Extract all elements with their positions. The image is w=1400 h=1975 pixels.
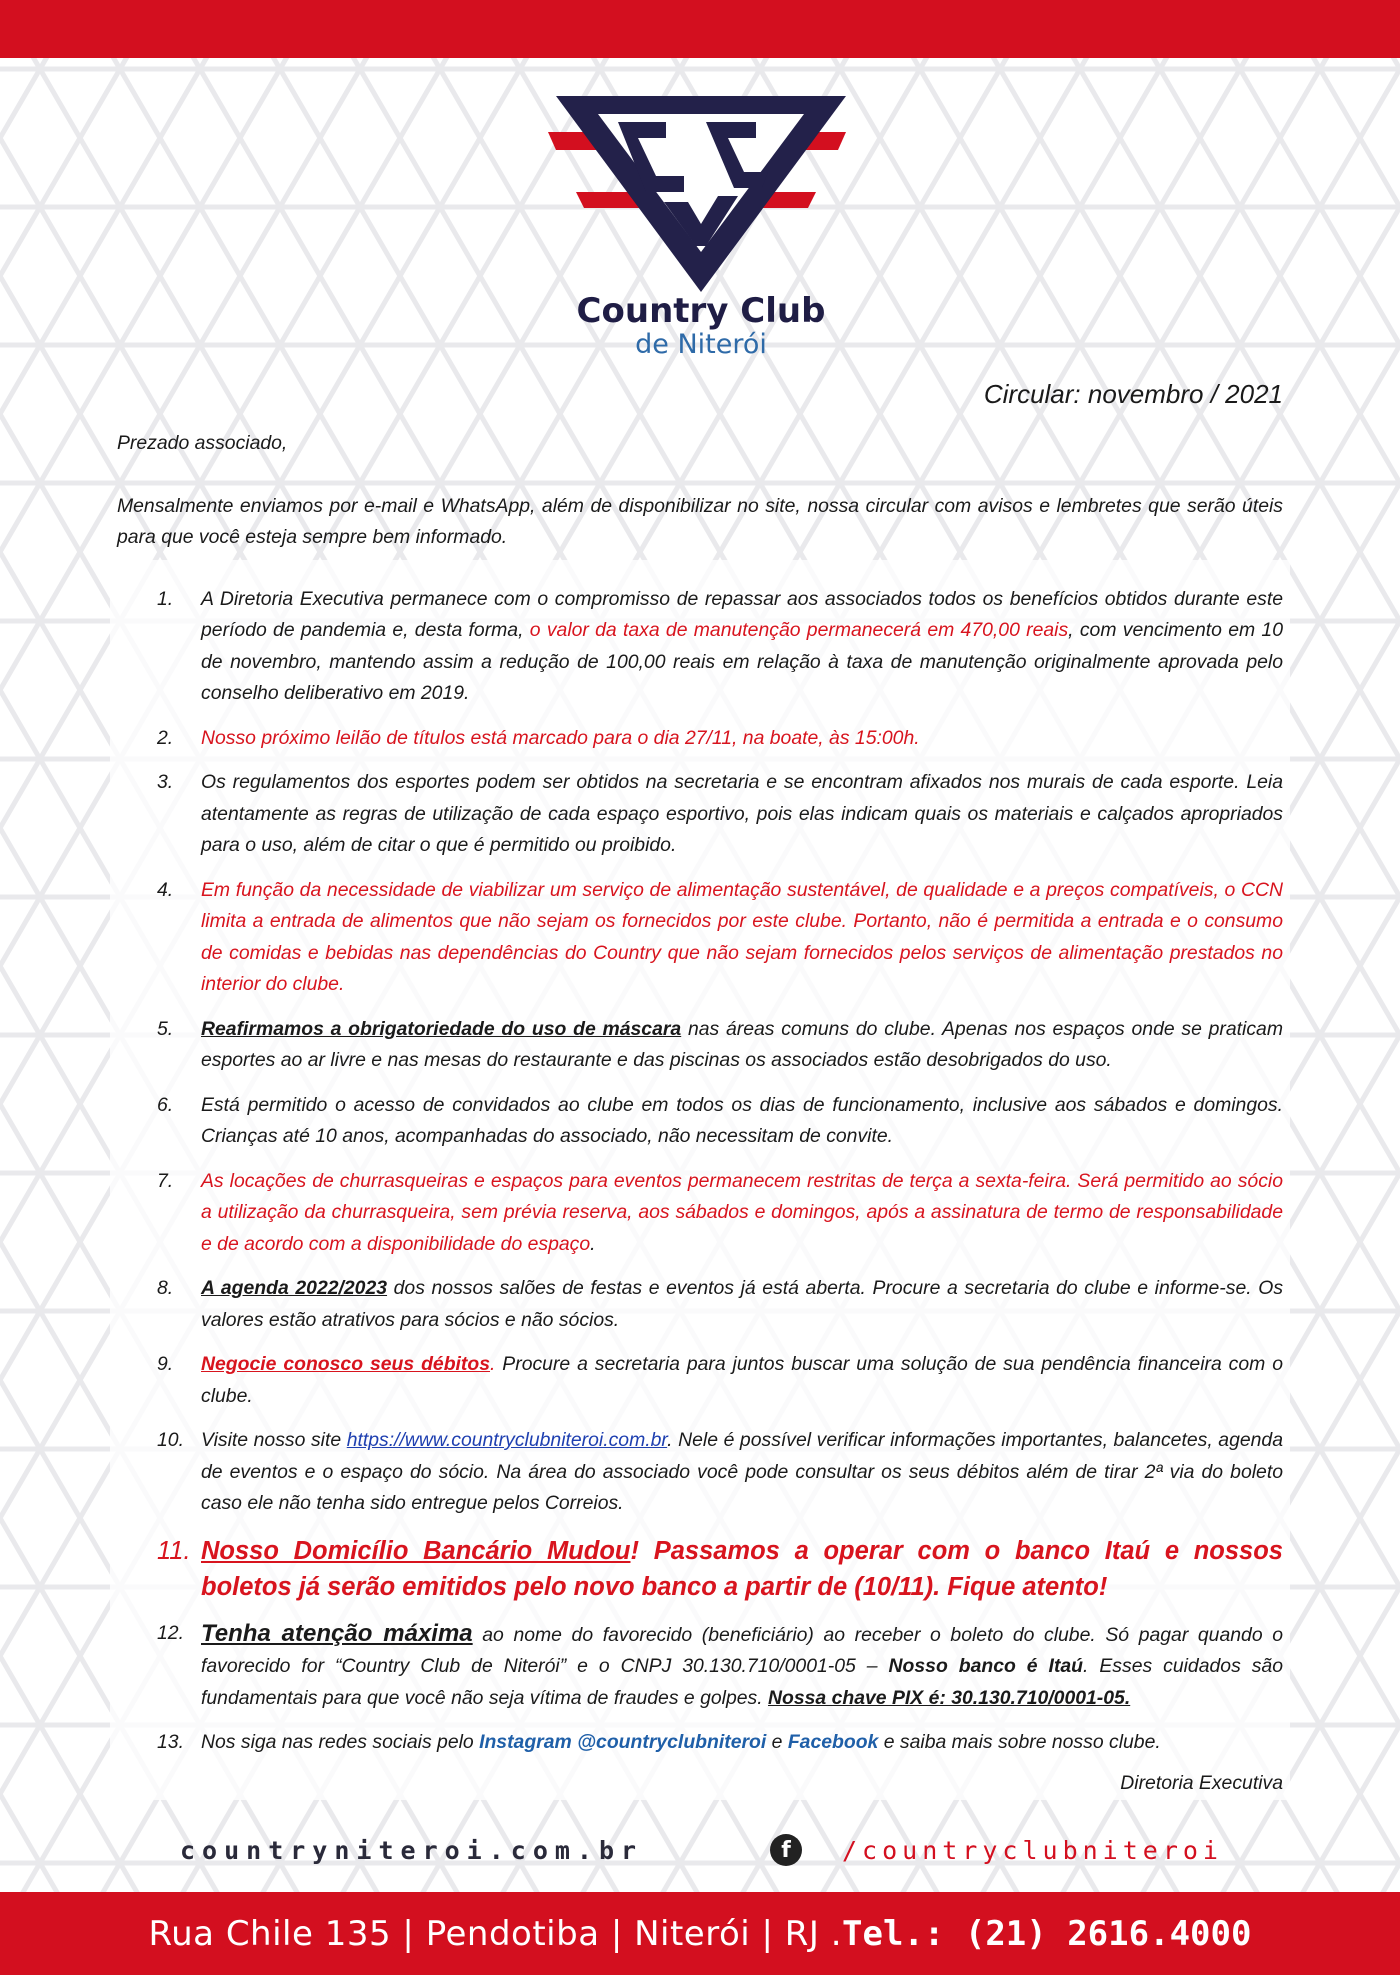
footer-contacts — [180, 1836, 1223, 1870]
list-item — [117, 767, 1283, 862]
list-item — [117, 1166, 1283, 1261]
list-item — [117, 1349, 1283, 1412]
item-text: dos nossos salões de festas e eventos já está aberta. Procure a secretaria do clube e informe-se. Os valores estão atrativos para sócios e não sócios. — [201, 1277, 1284, 1331]
item-text: . — [490, 1353, 496, 1375]
site-link[interactable]: https://www.countryclubniteroi.com.br — [346, 1429, 668, 1451]
list-item — [117, 1727, 1283, 1759]
list-item — [117, 1090, 1283, 1153]
item-emphasis: Negocie conosco seus débitos — [201, 1353, 491, 1375]
item-number: 12. — [157, 1621, 184, 1644]
logo-name-line2: de Niterói — [635, 329, 767, 360]
item-emphasis: Nosso Domicílio Bancário Mudou — [201, 1536, 631, 1565]
item-text: e saiba mais sobre nosso clube. — [878, 1731, 1161, 1753]
item-text: nas áreas comuns do clube. Apenas nos espaços onde se praticam esportes ao ar livre e nas mesas do restaurante e das piscinas os associados estão desobrigados do uso. — [201, 1017, 1283, 1071]
item-text: . Esses cuidados são fundamentais para que você não seja vítima de fraudes e golpes. — [201, 1655, 1283, 1709]
item-emphasis: Nossa chave PIX é: 30.130.710/0001-05. — [768, 1686, 1131, 1709]
item-number: 8. — [157, 1277, 174, 1299]
instagram-link[interactable]: Instagram @countryclubniteroi — [479, 1731, 767, 1753]
list-item — [117, 1273, 1283, 1336]
item-text: Nosso próximo leilão de títulos está marcado para o dia 27/11, na boate, às 15:00h. — [201, 726, 920, 749]
item-emphasis: A agenda 2022/2023 — [201, 1277, 388, 1299]
item-highlight: o valor da taxa de manutenção permanecerá em 470,00 reais — [529, 619, 1069, 641]
footer-site[interactable]: countryniteroi.com.br — [180, 1836, 644, 1865]
intro-paragraph: Mensalmente enviamos por e-mail e WhatsApp, além de disponibilizar no site, nossa circular com avisos e lembretes que serão úteis para que você esteja sempre bem informado. — [117, 494, 1283, 548]
salutation: Prezado associado, — [117, 432, 288, 454]
item-number: 9. — [157, 1353, 174, 1375]
item-number: 11. — [157, 1536, 191, 1565]
item-text: , com vencimento em 10 de novembro, mantendo assim a redução de 100,00 reais em relação à taxa de manutenção originalmente aprovada pelo conselho deliberativo em 2019. — [201, 619, 1283, 704]
item-number: 7. — [157, 1169, 174, 1192]
item-text: Os regulamentos dos esportes podem ser obtidos na secretaria e se encontram afixados nos murais de cada esporte. Leia atentamente as regras de utilização de cada espaço esportivo, pois elas indicam quais os materiais e calçados apropriados para o uso, além de citar o que é permitido ou proibido. — [201, 771, 1283, 856]
circular-body — [117, 378, 1283, 1799]
list-item — [117, 1425, 1283, 1520]
top-red-bar — [0, 0, 1400, 58]
item-number: 1. — [157, 587, 174, 610]
item-number: 3. — [157, 771, 174, 793]
item-text: . — [590, 1232, 596, 1255]
item-text: e — [766, 1731, 788, 1753]
footer-address: Rua Chile 135 | Pendotiba | Niterói | RJ . — [148, 1913, 843, 1954]
item-text: Visite nosso site — [201, 1429, 347, 1451]
item-number: 2. — [157, 726, 174, 749]
item-text: ! Passamos a operar com o banco Itaú e nossos boletos já serão emitidos pelo novo banco a partir de (10/11). Fique atento! — [201, 1536, 1283, 1601]
item-emphasis: Reafirmamos a obrigatoriedade do uso de máscara — [201, 1017, 682, 1040]
list-item — [117, 723, 1283, 755]
facebook-link[interactable]: Facebook — [787, 1731, 879, 1753]
bottom-address-bar — [0, 1892, 1400, 1975]
item-number: 5. — [157, 1017, 174, 1040]
item-text: Está permitido o acesso de convidados ao clube em todos os dias de funcionamento, inclusive aos sábados e domingos. Crianças até 10 anos, acompanhadas do associado, não necessitam de convite. — [201, 1093, 1283, 1147]
item-text: . Nele é possível verificar informações importantes, balancetes, agenda de eventos e o espaço do sócio. Na área do associado você pode consultar os seus débitos além de tirar 2ª via do boleto caso ele não tenha sido entregue pelos Correios. — [201, 1429, 1284, 1514]
signature: Diretoria Executiva — [1120, 1771, 1283, 1794]
list-item — [117, 584, 1283, 710]
item-emphasis: Tenha atenção máxima — [201, 1619, 473, 1647]
list-item — [117, 1618, 1283, 1715]
list-item — [117, 1533, 1283, 1605]
item-text: ao nome do favorecido (beneficiário) ao receber o boleto do clube. Só pagar quando o favorecido for “Country Club de Niterói” e o CNPJ 30.130.710/0001-05 – — [201, 1623, 1283, 1677]
list-item — [117, 875, 1283, 1001]
logo-emblem-icon — [546, 92, 856, 292]
item-number: 10. — [157, 1429, 184, 1451]
item-text: Procure a secretaria para juntos buscar uma solução de sua pendência financeira com o clube. — [201, 1353, 1283, 1407]
item-emphasis: Nosso banco é Itaú — [888, 1655, 1084, 1677]
item-number: 13. — [157, 1731, 184, 1753]
item-number: 4. — [157, 878, 174, 901]
item-number: 6. — [157, 1093, 174, 1116]
circular-date: Circular: novembro / 2021 — [983, 379, 1283, 409]
footer-social[interactable]: /countryclubniteroi — [842, 1836, 1223, 1865]
item-text: As locações de churrasqueiras e espaços para eventos permanecem restritas de terça a sexta-feira. Será permitido ao sócio a utilização da churrasqueira, sem prévia reserva, aos sábados e domingos, após a assinatura de termo de responsabilidade e de acordo com a disponibilidade do espaço — [201, 1169, 1283, 1255]
item-text: A Diretoria Executiva permanece com o compromisso de repassar aos associados todos os benefícios obtidos durante este período de pandemia e, desta forma, — [201, 587, 1283, 641]
list-item — [117, 1014, 1283, 1077]
item-text: Nos siga nas redes sociais pelo — [201, 1731, 480, 1753]
footer-phone: Tel.: (21) 2616.4000 — [842, 1913, 1252, 1954]
notice-list — [117, 584, 1283, 1759]
item-text: Em função da necessidade de viabilizar um serviço de alimentação sustentável, de qualidade e a preços compatíveis, o CCN limita a entrada de alimentos que não sejam os fornecidos por este clube. Portanto, não é permitida a entrada e o consumo de comidas e bebidas nas dependências do Country que não sejam fornecidos pelos serviços de alimentação prestados no interior do clube. — [201, 878, 1283, 995]
facebook-icon: f — [770, 1834, 802, 1866]
logo-name-line1: Country Club — [576, 291, 826, 331]
club-logo — [546, 92, 856, 362]
